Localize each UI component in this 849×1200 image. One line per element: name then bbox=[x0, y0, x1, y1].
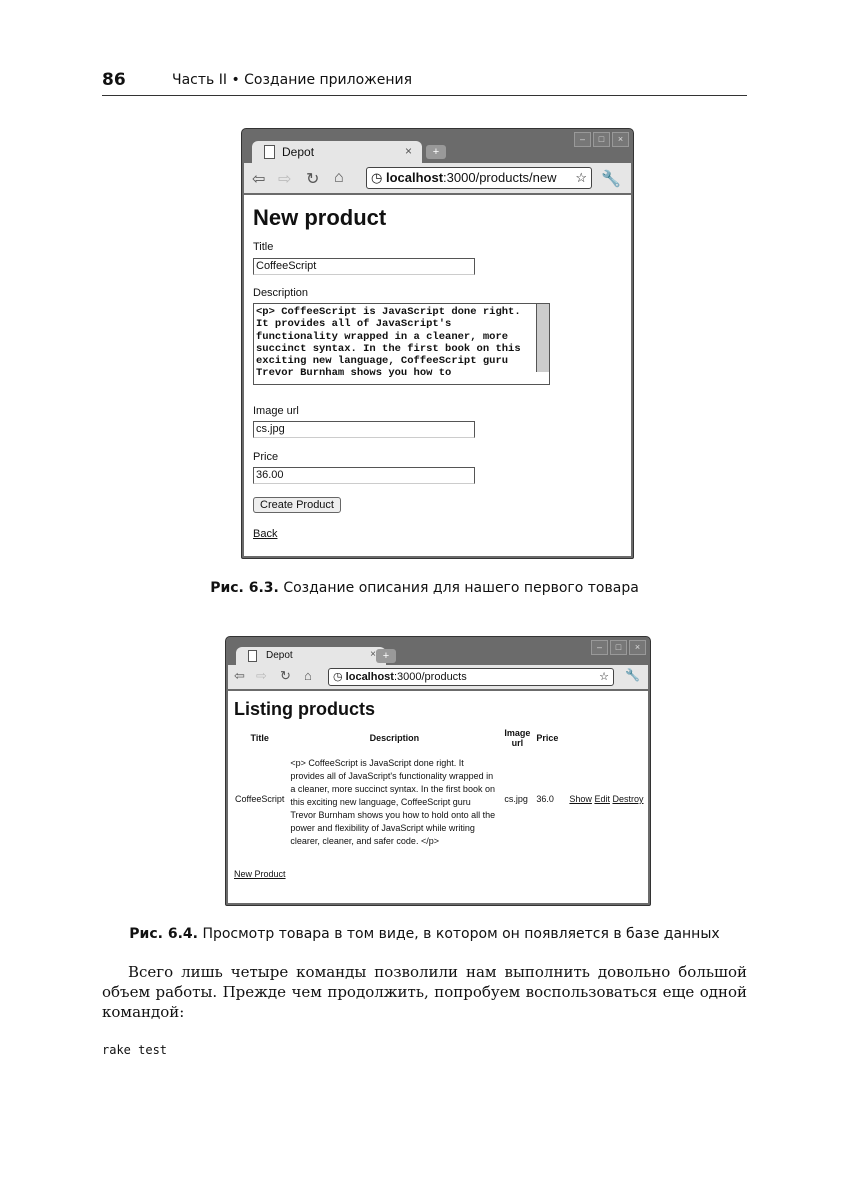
cell-image-url: cs.jpg bbox=[504, 794, 528, 804]
window-controls bbox=[574, 132, 629, 147]
price-input[interactable]: 36.00 bbox=[253, 467, 475, 484]
close-icon[interactable]: × bbox=[629, 640, 646, 655]
tab-title: Depot bbox=[266, 650, 293, 661]
caption-number: Рис. 6.3. bbox=[210, 580, 279, 596]
back-icon[interactable]: ⇦ bbox=[252, 171, 266, 188]
back-link[interactable]: Back bbox=[253, 528, 278, 540]
maximize-icon[interactable]: □ bbox=[593, 132, 610, 147]
table-header-row bbox=[232, 727, 646, 749]
products-table bbox=[232, 727, 646, 849]
tab-close-icon[interactable]: × bbox=[404, 144, 412, 158]
reload-icon[interactable]: ↻ bbox=[306, 171, 320, 188]
description-text: <p> CoffeeScript is JavaScript done right. It provides all of JavaScript's functionality wrapped in a cleaner, more succinct syntax. In the first book on this exciting new language, CoffeeScript guru Trevor Burnham shows you how to bbox=[256, 306, 521, 380]
minimize-icon[interactable]: – bbox=[574, 132, 591, 147]
title-label: Title bbox=[253, 241, 274, 253]
new-product-link[interactable]: New Product bbox=[234, 869, 286, 879]
star-icon[interactable]: ☆ bbox=[575, 170, 587, 185]
figure-caption-6-3 bbox=[0, 580, 849, 596]
tab-title: Depot bbox=[282, 145, 315, 159]
home-icon[interactable]: ⌂ bbox=[304, 668, 312, 683]
forward-icon[interactable]: ⇨ bbox=[256, 668, 267, 683]
address-bar[interactable] bbox=[328, 668, 614, 686]
reload-icon[interactable]: ↻ bbox=[280, 668, 291, 683]
back-icon[interactable]: ⇦ bbox=[234, 668, 245, 683]
caption-text: Создание описания для нашего первого товара bbox=[283, 580, 639, 596]
destroy-link[interactable]: Destroy bbox=[612, 794, 644, 804]
create-product-button[interactable]: Create Product bbox=[253, 497, 341, 513]
column-description: Description bbox=[369, 733, 420, 743]
cell-title: CoffeeScript bbox=[235, 794, 285, 804]
price-label: Price bbox=[253, 451, 279, 463]
textarea-scrollbar[interactable] bbox=[536, 304, 549, 372]
header-rule bbox=[102, 95, 747, 96]
caption-number: Рис. 6.4. bbox=[129, 926, 198, 942]
page-icon bbox=[264, 145, 275, 159]
image-url-label: Image url bbox=[253, 405, 299, 417]
star-icon[interactable]: ☆ bbox=[599, 671, 609, 683]
body-paragraph: Всего лишь четыре команды позволили нам выполнить довольно большой объем работы. Прежде чем продолжить, попробуем воспользоваться еще одной командой: bbox=[102, 963, 747, 1021]
window-controls bbox=[591, 640, 646, 655]
column-image-url: Image url bbox=[504, 728, 531, 748]
description-label: Description bbox=[253, 287, 309, 299]
column-price: Price bbox=[536, 733, 559, 743]
page-number: 86 bbox=[102, 70, 126, 90]
table-row bbox=[232, 749, 646, 849]
new-tab-button[interactable]: + bbox=[426, 145, 446, 159]
column-title: Title bbox=[250, 733, 269, 743]
cell-description: <p> CoffeeScript is JavaScript done right. It provides all of JavaScript's functionality wrapped in a cleaner, more succinct syntax. In the first book on this exciting new language, CoffeeScript guru Trevor Burnham shows you how to hold onto all the power and flexibility of JavaScript while writing clearer, cleaner, and safer code. </p> bbox=[290, 758, 496, 846]
close-icon[interactable]: × bbox=[612, 132, 629, 147]
caption-text: Просмотр товара в том виде, в котором он появляется в базе данных bbox=[202, 926, 720, 942]
wrench-icon[interactable]: 🔧 bbox=[601, 171, 621, 188]
code-line: rake test bbox=[102, 1043, 168, 1057]
toolbar bbox=[228, 665, 648, 689]
running-title: Часть II • Создание приложения bbox=[172, 72, 413, 88]
url-host: localhost bbox=[345, 671, 394, 683]
home-icon[interactable]: ⌂ bbox=[334, 169, 344, 186]
globe-icon: ◷ bbox=[333, 671, 343, 683]
maximize-icon[interactable]: □ bbox=[610, 640, 627, 655]
cell-price: 36.0 bbox=[536, 794, 554, 804]
page-content bbox=[244, 195, 631, 556]
browser-window-new-product bbox=[241, 128, 634, 559]
new-tab-button[interactable]: + bbox=[376, 649, 396, 663]
tab-close-icon[interactable]: × bbox=[370, 649, 376, 660]
page-title: New product bbox=[253, 205, 387, 230]
edit-link[interactable]: Edit bbox=[594, 794, 610, 804]
image-url-input[interactable]: cs.jpg bbox=[253, 421, 475, 438]
page-content bbox=[228, 691, 648, 903]
globe-icon: ◷ bbox=[371, 170, 383, 185]
forward-icon[interactable]: ⇨ bbox=[278, 171, 292, 188]
url-path: :3000/products bbox=[393, 671, 467, 683]
minimize-icon[interactable]: – bbox=[591, 640, 608, 655]
url-path: :3000/products/new bbox=[443, 170, 557, 185]
page-title: Listing products bbox=[234, 699, 375, 719]
browser-window-listing bbox=[225, 636, 651, 906]
toolbar bbox=[244, 163, 631, 193]
figure-caption-6-4 bbox=[0, 926, 849, 942]
title-input[interactable]: CoffeeScript bbox=[253, 258, 475, 275]
address-bar[interactable] bbox=[366, 167, 592, 189]
description-textarea[interactable] bbox=[253, 303, 550, 385]
show-link[interactable]: Show bbox=[569, 794, 592, 804]
page-icon bbox=[248, 650, 257, 662]
tab-depot[interactable] bbox=[252, 141, 422, 163]
wrench-icon[interactable]: 🔧 bbox=[625, 668, 640, 682]
tab-depot[interactable] bbox=[236, 647, 386, 665]
url-host: localhost bbox=[385, 170, 444, 185]
